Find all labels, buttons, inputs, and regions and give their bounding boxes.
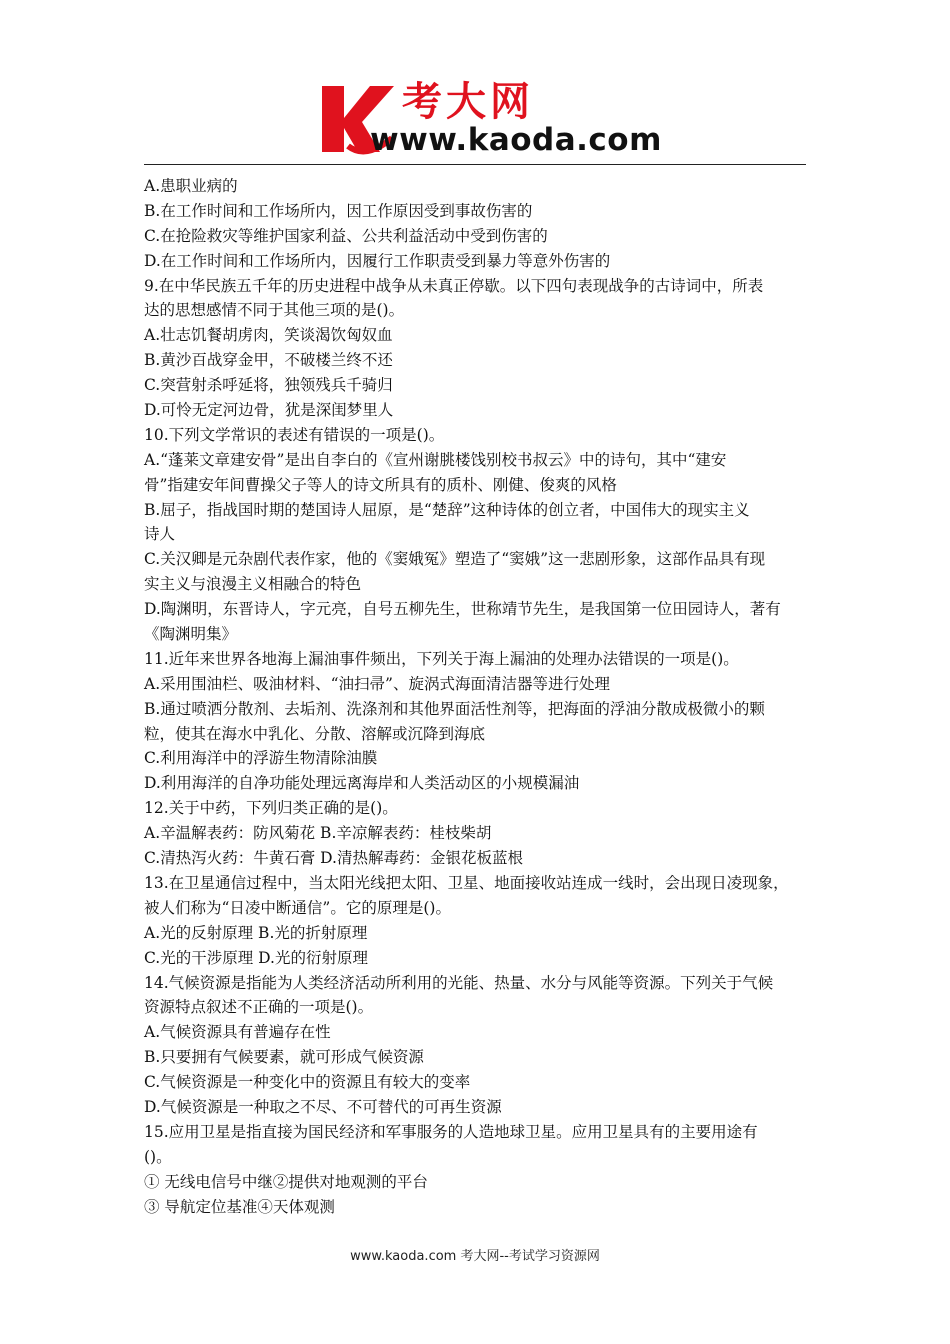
text-line: 粒，使其在海水中乳化、分散、溶解或沉降到海底 — [144, 724, 486, 743]
text-line: C.清热泻火药：牛黄石膏 D.清热解毒药：金银花板蓝根 — [144, 849, 523, 868]
text-line: A.壮志饥餐胡虏肉，笑谈渴饮匈奴血 — [144, 326, 393, 345]
text-line: D.陶渊明，东晋诗人，字元亮，自号五柳先生，世称靖节先生，是我国第一位田园诗人，著有 — [144, 600, 781, 619]
header-divider — [144, 164, 806, 165]
text-line: A.光的反射原理 B.光的折射原理 — [144, 923, 368, 942]
text-line: B.屈子，指战国时期的楚国诗人屈原，是“楚辞”这种诗体的创立者，中国伟大的现实主义 — [144, 500, 750, 519]
document-body — [144, 174, 808, 1219]
text-line: B.只要拥有气候要素，就可形成气候资源 — [144, 1048, 424, 1067]
text-line: D.在工作时间和工作场所内，因履行工作职责受到暴力等意外伤害的 — [144, 251, 611, 270]
text-line: A.“蓬莱文章建安骨”是出自李白的《宣州谢朓楼饯别校书叔云》中的诗句，其中“建安 — [144, 450, 727, 469]
text-line: A.辛温解表药：防风菊花 B.辛凉解表药：桂枝柴胡 — [144, 824, 492, 843]
text-line: 15.应用卫星是指直接为国民经济和军事服务的人造地球卫星。应用卫星具有的主要用途有 — [144, 1122, 758, 1141]
text-line: 被人们称为“日凌中断通信”。它的原理是()。 — [144, 898, 451, 917]
kaoda-logo — [318, 78, 662, 160]
text-line: C.利用海洋中的浮游生物清除油膜 — [144, 749, 378, 768]
text-line: B.通过喷洒分散剂、去垢剂、洗涤剂和其他界面活性剂等，把海面的浮油分散成极微小的颗 — [144, 699, 765, 718]
text-line: 11.近年来世界各地海上漏油事件频出，下列关于海上漏油的处理办法错误的一项是()。 — [144, 649, 739, 668]
text-line: 9.在中华民族五千年的历史进程中战争从未真正停歇。以下四句表现战争的古诗词中，所表 — [144, 276, 764, 295]
text-line: A.气候资源具有普遍存在性 — [144, 1023, 331, 1042]
text-line: 12.关于中药，下列归类正确的是()。 — [144, 799, 398, 818]
logo-url-text: www.kaoda.com — [370, 122, 662, 158]
text-line: 14.气候资源是指能为人类经济活动所利用的光能、热量、水分与风能等资源。下列关于气候 — [144, 973, 774, 992]
text-line: C.突营射杀呼延将，独领残兵千骑归 — [144, 376, 393, 395]
text-line: A.患职业病的 — [144, 177, 238, 195]
logo-brand-text: 考大网 — [402, 79, 534, 125]
text-line: B.在工作时间和工作场所内，因工作原因受到事故伤害的 — [144, 201, 533, 220]
page-footer: www.kaoda.com 考大网--考试学习资源网 — [350, 1249, 600, 1264]
text-line: 13.在卫星通信过程中，当太阳光线把太阳、卫星、地面接收站连成一线时，会出现日凌现象， — [144, 873, 789, 892]
text-line: 10.下列文学常识的表述有错误的一项是()。 — [144, 425, 445, 444]
text-line: 《陶渊明集》 — [144, 625, 238, 644]
text-line: 骨”指建安年间曹操父子等人的诗文所具有的质朴、刚健、俊爽的风格 — [144, 475, 617, 494]
text-line: B.黄沙百战穿金甲，不破楼兰终不还 — [144, 351, 393, 370]
text-line: 达的思想感情不同于其他三项的是()。 — [144, 301, 405, 320]
text-line: C.关汉卿是元杂剧代表作家，他的《窦娥冤》塑造了“窦娥”这一悲剧形象，这部作品具有现 — [144, 550, 766, 569]
text-line: 实主义与浪漫主义相融合的特色 — [144, 575, 362, 594]
text-line: D.可怜无定河边骨，犹是深闺梦里人 — [144, 401, 394, 420]
text-line: C.光的干涉原理 D.光的衍射原理 — [144, 948, 368, 967]
text-line: D.利用海洋的自净功能处理远离海岸和人类活动区的小规模漏油 — [144, 774, 580, 793]
text-line: ① 无线电信号中继②提供对地观测的平台 — [144, 1172, 428, 1191]
text-line: ③ 导航定位基准④天体观测 — [144, 1197, 335, 1216]
text-line: A.采用围油栏、吸油材料、“油扫帚”、旋涡式海面清洁器等进行处理 — [144, 674, 610, 693]
text-line: ()。 — [144, 1147, 172, 1166]
text-line: 资源特点叙述不正确的一项是()。 — [144, 998, 374, 1017]
text-line: C.在抢险救灾等维护国家利益、公共利益活动中受到伤害的 — [144, 226, 548, 245]
text-line: C.气候资源是一种变化中的资源且有较大的变率 — [144, 1073, 471, 1092]
text-line: 诗人 — [144, 525, 176, 544]
text-line: D.气候资源是一种取之不尽、不可替代的可再生资源 — [144, 1097, 502, 1116]
